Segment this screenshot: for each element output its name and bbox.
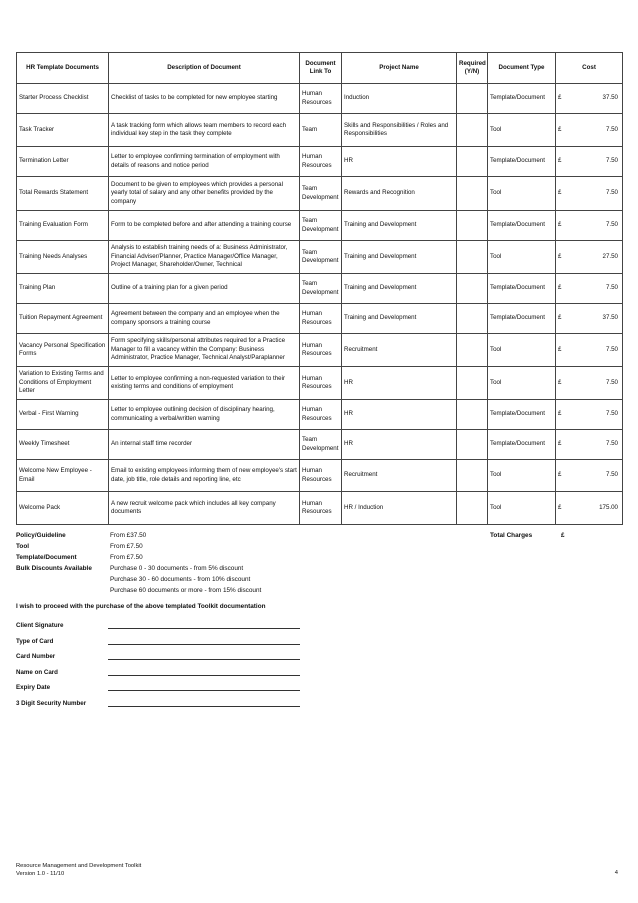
project-name-cell: Training and Development (342, 211, 457, 241)
cost-amount-cell: 7.50 (572, 367, 623, 400)
project-name-cell: Training and Development (342, 274, 457, 304)
pricing-label: Tool (16, 543, 30, 550)
document-name-cell: Verbal - First Warning (17, 400, 109, 430)
cost-currency-cell: £ (556, 274, 572, 304)
project-name-cell: Training and Development (342, 304, 457, 334)
document-link-cell: Human Resources (300, 492, 342, 525)
document-type-cell: Template/Document (488, 84, 556, 114)
pricing-label: Policy/Guideline (16, 532, 66, 539)
cost-currency-cell: £ (556, 211, 572, 241)
document-description-cell: Form to be completed before and after attending a training course (109, 211, 300, 241)
document-description-cell: Document to be given to employees which provides a personal yearly total of salary and any other benefits provided by the company (109, 177, 300, 211)
document-name-cell: Tuition Repayment Agreement (17, 304, 109, 334)
cost-currency-cell: £ (556, 334, 572, 367)
document-type-cell: Tool (488, 460, 556, 492)
document-link-cell: Human Resources (300, 304, 342, 334)
required-cell[interactable] (457, 334, 488, 367)
required-cell[interactable] (457, 430, 488, 460)
table-row (17, 400, 623, 430)
project-name-cell: Recruitment (342, 334, 457, 367)
document-link-cell: Human Resources (300, 147, 342, 177)
cost-amount-cell: 7.50 (572, 334, 623, 367)
required-cell[interactable] (457, 367, 488, 400)
payment-label: Name on Card (16, 668, 58, 676)
required-cell[interactable] (457, 211, 488, 241)
table-row (17, 430, 623, 460)
documents-table (16, 52, 623, 525)
table-row (17, 114, 623, 147)
project-name-cell: HR / Induction (342, 492, 457, 525)
proceed-statement: I wish to proceed with the purchase of the above templated Toolkit documentation (16, 603, 266, 610)
project-name-cell: HR (342, 400, 457, 430)
document-type-cell: Tool (488, 241, 556, 274)
document-type-cell: Tool (488, 334, 556, 367)
document-type-cell: Template/Document (488, 211, 556, 241)
cost-currency-cell: £ (556, 241, 572, 274)
document-name-cell: Task Tracker (17, 114, 109, 147)
project-name-cell: Training and Development (342, 241, 457, 274)
document-type-cell: Template/Document (488, 400, 556, 430)
required-cell[interactable] (457, 274, 488, 304)
cost-currency-cell: £ (556, 147, 572, 177)
pricing-row (16, 585, 622, 596)
table-row (17, 147, 623, 177)
project-name-cell: Skills and Responsibilities / Roles and Responsibilities (342, 114, 457, 147)
project-name-cell: Rewards and Recognition (342, 177, 457, 211)
pricing-label: Template/Document (16, 554, 77, 561)
document-type-cell: Template/Document (488, 430, 556, 460)
document-type-cell: Template/Document (488, 304, 556, 334)
cost-amount-cell: 7.50 (572, 114, 623, 147)
payment-label: Card Number (16, 653, 56, 660)
document-link-cell: Human Resources (300, 84, 342, 114)
cost-amount-cell: 175.00 (572, 492, 623, 525)
document-description-cell: Letter to employee confirming a non-requested variation to their existing terms and conditions of employment (109, 367, 300, 400)
table-header-row (17, 53, 623, 84)
cost-currency-cell: £ (556, 367, 572, 400)
pricing-value: From £7.50 (110, 543, 143, 550)
header-cost: Cost (556, 53, 623, 84)
payment-label: 3 Digit Security Number (16, 699, 87, 707)
cost-amount-cell: 7.50 (572, 400, 623, 430)
table-row (17, 334, 623, 367)
payment-label: Expiry Date (16, 684, 51, 691)
pricing-value: Purchase 30 - 60 documents - from 10% discount (110, 576, 251, 583)
cost-currency-cell: £ (556, 84, 572, 114)
footer-toolkit-title: Resource Management and Development Toolkit (16, 863, 142, 869)
cost-amount-cell: 27.50 (572, 241, 623, 274)
document-link-cell: Team Development (300, 430, 342, 460)
document-description-cell: Email to existing employees informing them of new employee's start date, job title, role details and reporting line, etc (109, 460, 300, 492)
project-name-cell: HR (342, 147, 457, 177)
cost-currency-cell: £ (556, 430, 572, 460)
header-project-name: Project Name (342, 53, 457, 84)
document-type-cell: Tool (488, 367, 556, 400)
pricing-value: From £37.50 (110, 532, 147, 539)
pricing-row (16, 530, 622, 541)
payment-row-type-of-card (16, 636, 306, 652)
cost-currency-cell: £ (556, 460, 572, 492)
cost-amount-cell: 37.50 (572, 304, 623, 334)
pricing-row (16, 574, 622, 585)
cost-amount-cell: 7.50 (572, 460, 623, 492)
document-link-cell: Human Resources (300, 460, 342, 492)
pricing-row (16, 563, 622, 574)
total-charges-label: Total Charges (490, 532, 533, 539)
cost-currency-cell: £ (556, 492, 572, 525)
required-cell[interactable] (457, 147, 488, 177)
footer-version: Version 1.0 - 11/10 (16, 871, 65, 878)
document-type-cell: Template/Document (488, 274, 556, 304)
document-description-cell: A new recruit welcome pack which includes all key company documents (109, 492, 300, 525)
document-name-cell: Weekly Timesheet (17, 430, 109, 460)
expiry-date-field[interactable] (108, 690, 300, 691)
document-name-cell: Variation to Existing Terms and Conditions of Employment Letter (17, 367, 109, 400)
document-description-cell: Analysis to establish training needs of a: Business Administrator, Financial Adviser/Planner, Practice Manager/Office Manager, Project Manager, Shareholder/Owner, Technical (109, 241, 300, 274)
payment-row-expiry-date (16, 682, 306, 698)
document-name-cell: Vacancy Personal Specification Forms (17, 334, 109, 367)
document-type-cell: Template/Document (488, 147, 556, 177)
required-cell[interactable] (457, 114, 488, 147)
required-cell[interactable] (457, 177, 488, 211)
client-signature-field[interactable] (108, 628, 300, 629)
cost-amount-cell: 7.50 (572, 211, 623, 241)
pricing-section (16, 530, 622, 596)
cost-amount-cell: 7.50 (572, 177, 623, 211)
required-cell[interactable] (457, 400, 488, 430)
payment-label: Client Signature (16, 622, 64, 629)
document-link-cell: Human Resources (300, 400, 342, 430)
document-link-cell: Team Development (300, 211, 342, 241)
table-row (17, 367, 623, 400)
document-name-cell: Welcome Pack (17, 492, 109, 525)
cost-amount-cell: 7.50 (572, 430, 623, 460)
cost-currency-cell: £ (556, 400, 572, 430)
cost-amount-cell: 37.50 (572, 84, 623, 114)
document-name-cell: Starter Process Checklist (17, 84, 109, 114)
table-row (17, 460, 623, 492)
cost-amount-cell: 7.50 (572, 274, 623, 304)
document-name-cell: Total Rewards Statement (17, 177, 109, 211)
document-name-cell: Training Plan (17, 274, 109, 304)
table-row (17, 177, 623, 211)
payment-row-name-on-card (16, 667, 306, 683)
page-number: 4 (614, 870, 618, 876)
document-description-cell: Letter to employee confirming termination of employment with details of reasons and notice period (109, 147, 300, 177)
payment-row-client-signature (16, 620, 306, 636)
payment-row-security-number (16, 698, 306, 714)
page-footer (16, 862, 141, 879)
table-row (17, 492, 623, 525)
document-link-cell: Team (300, 114, 342, 147)
header-document-type: Document Type (488, 53, 556, 84)
document-description-cell: Checklist of tasks to be completed for new employee starting (109, 84, 300, 114)
table-row (17, 84, 623, 114)
document-type-cell: Tool (488, 114, 556, 147)
header-document-link-to: Document Link To (300, 53, 342, 84)
project-name-cell: HR (342, 367, 457, 400)
pricing-row (16, 541, 622, 552)
header-description: Description of Document (109, 53, 300, 84)
required-cell[interactable] (457, 492, 488, 525)
pricing-label: Bulk Discounts Available (16, 565, 92, 572)
project-name-cell: Recruitment (342, 460, 457, 492)
card-number-field[interactable] (108, 659, 300, 660)
name-on-card-field[interactable] (108, 675, 300, 676)
total-charges-currency: £ (561, 532, 565, 539)
document-link-cell: Team Development (300, 274, 342, 304)
cost-currency-cell: £ (556, 304, 572, 334)
document-description-cell: A task tracking form which allows team members to record each individual key step in the task they complete (109, 114, 300, 147)
table-row (17, 304, 623, 334)
header-required: Required (Y/N) (457, 53, 488, 84)
type-of-card-field[interactable] (108, 644, 300, 645)
payment-form (16, 620, 306, 713)
payment-label: Type of Card (16, 637, 54, 645)
document-description-cell: An internal staff time recorder (109, 430, 300, 460)
document-name-cell: Training Needs Analyses (17, 241, 109, 274)
document-description-cell: Form specifying skills/personal attributes required for a Practice Manager to fill a vacancy within the Company: Business Administrator, Practice Manager, Technical Analyst/Paraplanner (109, 334, 300, 367)
cost-currency-cell: £ (556, 177, 572, 211)
document-link-cell: Human Resources (300, 334, 342, 367)
document-name-cell: Welcome New Employee - Email (17, 460, 109, 492)
project-name-cell: Induction (342, 84, 457, 114)
header-hr-template-documents: HR Template Documents (17, 53, 109, 84)
cost-currency-cell: £ (556, 114, 572, 147)
document-name-cell: Termination Letter (17, 147, 109, 177)
security-number-field[interactable] (108, 706, 300, 707)
required-cell[interactable] (457, 241, 488, 274)
document-link-cell: Team Development (300, 177, 342, 211)
document-description-cell: Outline of a training plan for a given period (109, 274, 300, 304)
required-cell[interactable] (457, 304, 488, 334)
document-link-cell: Team Development (300, 241, 342, 274)
table-row (17, 211, 623, 241)
table-row (17, 241, 623, 274)
table-row (17, 274, 623, 304)
required-cell[interactable] (457, 460, 488, 492)
project-name-cell: HR (342, 430, 457, 460)
required-cell[interactable] (457, 84, 488, 114)
pricing-row (16, 552, 622, 563)
document-type-cell: Tool (488, 492, 556, 525)
cost-amount-cell: 7.50 (572, 147, 623, 177)
document-page (16, 52, 622, 525)
pricing-value: Purchase 60 documents or more - from 15% discount (110, 587, 262, 594)
payment-row-card-number (16, 651, 306, 667)
document-name-cell: Training Evaluation Form (17, 211, 109, 241)
document-type-cell: Tool (488, 177, 556, 211)
document-description-cell: Agreement between the company and an employee when the company sponsors a training course (109, 304, 300, 334)
document-link-cell: Human Resources (300, 367, 342, 400)
pricing-value: Purchase 0 - 30 documents - from 5% discount (110, 565, 244, 572)
pricing-value: From £7.50 (110, 554, 143, 561)
document-description-cell: Letter to employee outlining decision of disciplinary hearing, communicating a verbal/written warning (109, 400, 300, 430)
